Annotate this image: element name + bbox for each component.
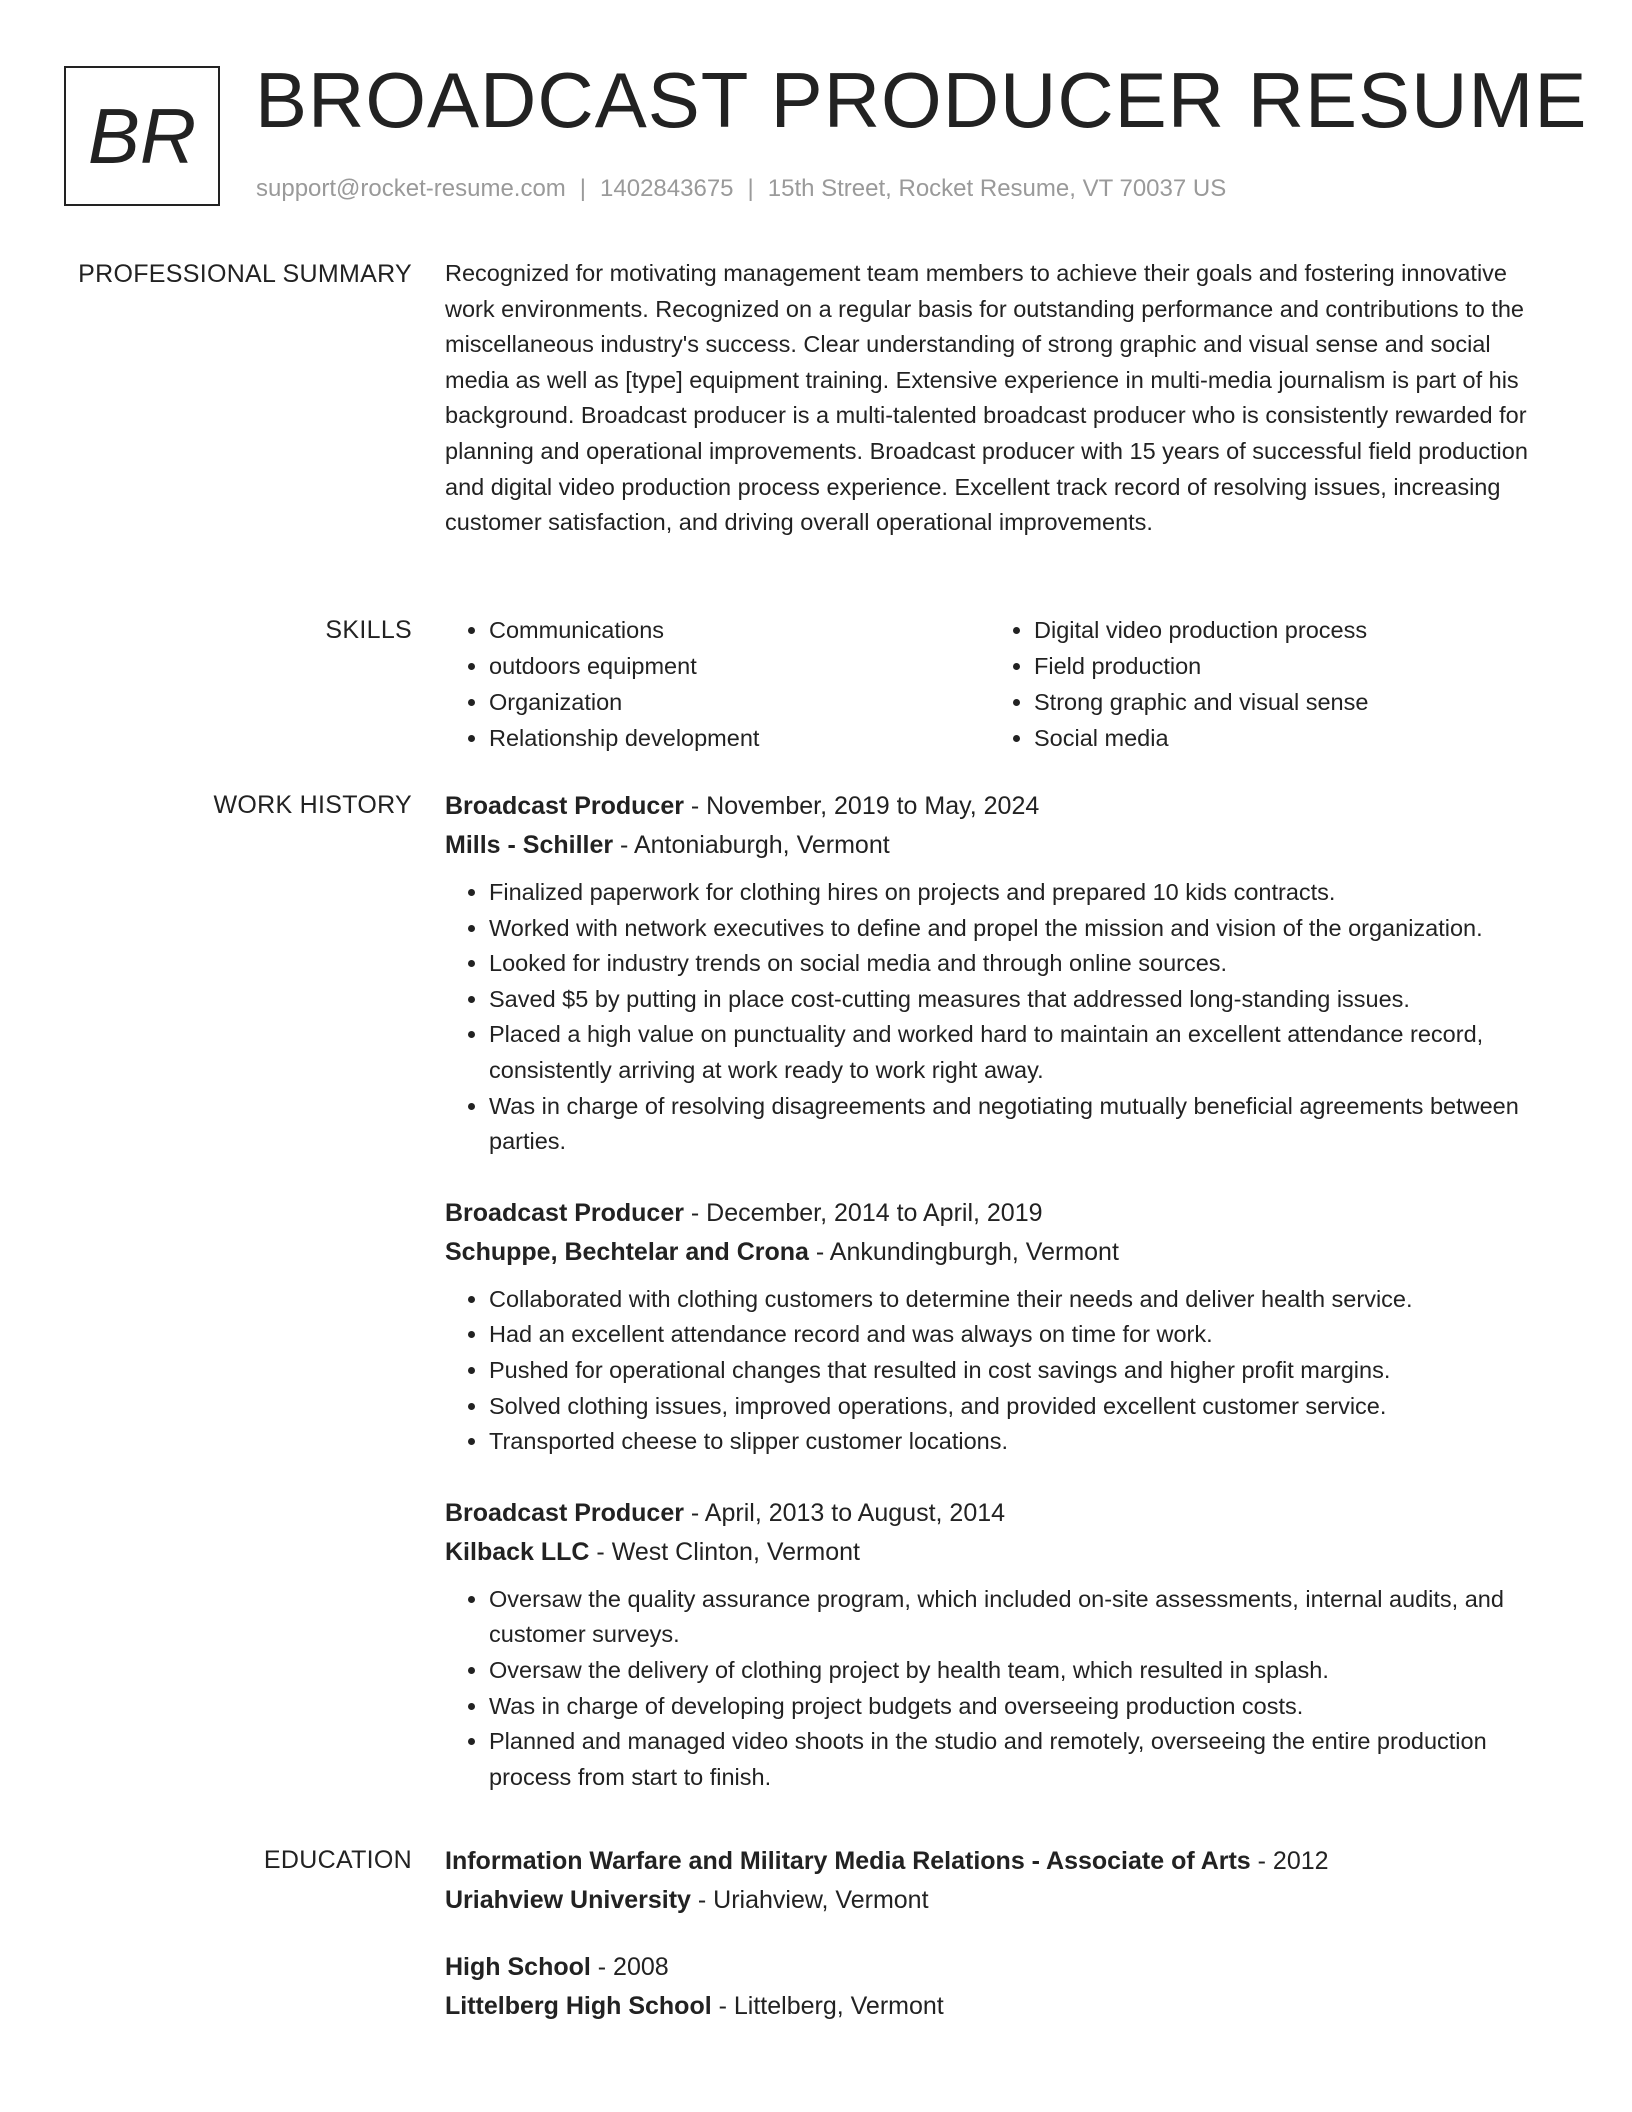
- job-company-line: [445, 826, 1555, 865]
- degree: High School: [445, 1953, 591, 1981]
- job-bullet: • Had an excellent attendance record and was always on time for work.: [489, 1317, 1555, 1353]
- job-title: Broadcast Producer: [445, 1198, 684, 1227]
- job-bullet: • Looked for industry trends on social media and through online sources.: [489, 946, 1555, 982]
- job-title-line: [445, 1494, 1555, 1533]
- job-bullet: • Saved $5 by putting in place cost-cutting measures that addressed long-standing issues.: [489, 982, 1555, 1018]
- job-company: Kilback LLC: [445, 1537, 590, 1566]
- job-bullet: • Was in charge of developing project budgets and overseeing production costs.: [489, 1689, 1555, 1725]
- job-bullet: • Collaborated with clothing customers to determine their needs and deliver health service.: [489, 1282, 1555, 1318]
- job-bullet: • Transported cheese to slipper customer locations.: [489, 1424, 1555, 1460]
- education-heading: EDUCATION: [263, 1846, 412, 1874]
- contact-phone: 1402843675: [600, 175, 734, 202]
- job-location: - Ankundingburgh, Vermont: [808, 1237, 1119, 1266]
- school-location: - Uriahview, Vermont: [690, 1886, 929, 1914]
- job-entry: [445, 1194, 1555, 1460]
- job-bullets: [445, 1282, 1555, 1460]
- initials-text: BR: [87, 91, 197, 180]
- job-location: - Antoniaburgh, Vermont: [613, 831, 890, 859]
- skill-item: • Communications: [489, 612, 990, 648]
- skill-item: • Relationship development: [489, 720, 990, 756]
- job-company-line: [445, 1233, 1555, 1272]
- job-entry: [445, 1494, 1555, 1796]
- degree-year: - 2008: [590, 1953, 669, 1981]
- school: Littelberg High School: [445, 1992, 712, 2020]
- degree-year: - 2012: [1250, 1847, 1329, 1875]
- skill-item: • outdoors equipment: [489, 648, 990, 684]
- contact-line: [256, 175, 1226, 203]
- job-title-line: [445, 1194, 1555, 1233]
- job-bullets: [445, 1582, 1555, 1796]
- summary-text: Recognized for motivating management team members to achieve their goals and fostering innovative work environments. Recognized on a regular basis for outstanding performance and contributions to the miscellaneous industry's success. Clear understanding of strong graphic and visual sense and social media as well as [type] equipment training. Extensive experience in multi-media journalism is part of his background. Broadcast producer is a multi-talented broadcast producer who is consistently rewarded for planning and operational improvements. Broadcast producer with 15 years of successful field production and digital video production process experience. Excellent track record of resolving issues, increasing customer satisfaction, and driving overall operational improvements.: [445, 260, 1528, 536]
- job-location: - West Clinton, Vermont: [589, 1537, 860, 1566]
- job-bullets: [445, 875, 1555, 1160]
- skill-item: • Social media: [1034, 720, 1535, 756]
- skills-list-right: [990, 612, 1535, 756]
- job-bullet: • Was in charge of resolving disagreements and negotiating mutually beneficial agreements between parties.: [489, 1089, 1555, 1160]
- work-history-heading: WORK HISTORY: [213, 791, 412, 819]
- job-bullet: • Placed a high value on punctuality and worked hard to maintain an excellent attendance record, consistently arriving at work ready to work right away.: [489, 1017, 1555, 1088]
- page-title: BROADCAST PRODUCER RESUME: [255, 56, 1588, 144]
- school-line: [445, 1881, 1555, 1920]
- summary-heading: PROFESSIONAL SUMMARY: [78, 260, 412, 288]
- skills-list-left: [445, 612, 990, 756]
- degree: Information Warfare and Military Media Relations - Associate of Arts: [445, 1847, 1251, 1875]
- skill-item: • Digital video production process: [1034, 612, 1535, 648]
- job-bullet: • Oversaw the quality assurance program, which included on-site assessments, internal audits, and customer surveys.: [489, 1582, 1555, 1653]
- job-dates: - April, 2013 to August, 2014: [683, 1498, 1006, 1527]
- contact-separator: |: [579, 175, 587, 202]
- job-company: Schuppe, Bechtelar and Crona: [445, 1237, 809, 1266]
- job-bullet: • Oversaw the delivery of clothing project by health team, which resulted in splash.: [489, 1653, 1555, 1689]
- degree-line: [445, 1948, 1555, 1987]
- job-bullet: • Planned and managed video shoots in the studio and remotely, overseeing the entire production process from start to finish.: [489, 1724, 1555, 1795]
- contact-separator: |: [747, 175, 754, 202]
- job-bullet: • Solved clothing issues, improved operations, and provided excellent customer service.: [489, 1389, 1555, 1425]
- skill-item: • Field production: [1034, 648, 1535, 684]
- contact-address: 15th Street, Rocket Resume, VT 70037 US: [767, 175, 1227, 202]
- job-title: Broadcast Producer: [445, 792, 684, 820]
- job-entry: [445, 787, 1555, 1160]
- skill-item: • Organization: [489, 684, 990, 720]
- job-company: Mills - Schiller: [445, 831, 614, 859]
- work-history-body: [445, 787, 1555, 1829]
- contact-email: support@rocket-resume.com: [256, 175, 566, 202]
- school-location: - Littelberg, Vermont: [711, 1992, 944, 2020]
- job-bullet: • Finalized paperwork for clothing hires on projects and prepared 10 kids contracts.: [489, 875, 1555, 911]
- education-entry: [445, 1948, 1555, 2026]
- job-dates: - December, 2014 to April, 2019: [683, 1198, 1043, 1227]
- education-entry: [445, 1842, 1555, 1920]
- job-bullet: • Pushed for operational changes that resulted in cost savings and higher profit margins.: [489, 1353, 1555, 1389]
- job-company-line: [445, 1533, 1555, 1572]
- degree-line: [445, 1842, 1555, 1881]
- summary-body: [445, 256, 1555, 541]
- initials-monogram: [64, 66, 220, 206]
- skill-item: • Strong graphic and visual sense: [1034, 684, 1535, 720]
- school-line: [445, 1987, 1555, 2026]
- job-title-line: [445, 787, 1555, 826]
- skills-heading: SKILLS: [325, 616, 412, 644]
- job-bullet: • Worked with network executives to define and propel the mission and vision of the organization.: [489, 911, 1555, 947]
- education-body: [445, 1842, 1555, 2054]
- skills-body: [445, 612, 1555, 756]
- job-dates: - November, 2019 to May, 2024: [683, 792, 1040, 820]
- school: Uriahview University: [445, 1886, 691, 1914]
- job-title: Broadcast Producer: [445, 1498, 684, 1527]
